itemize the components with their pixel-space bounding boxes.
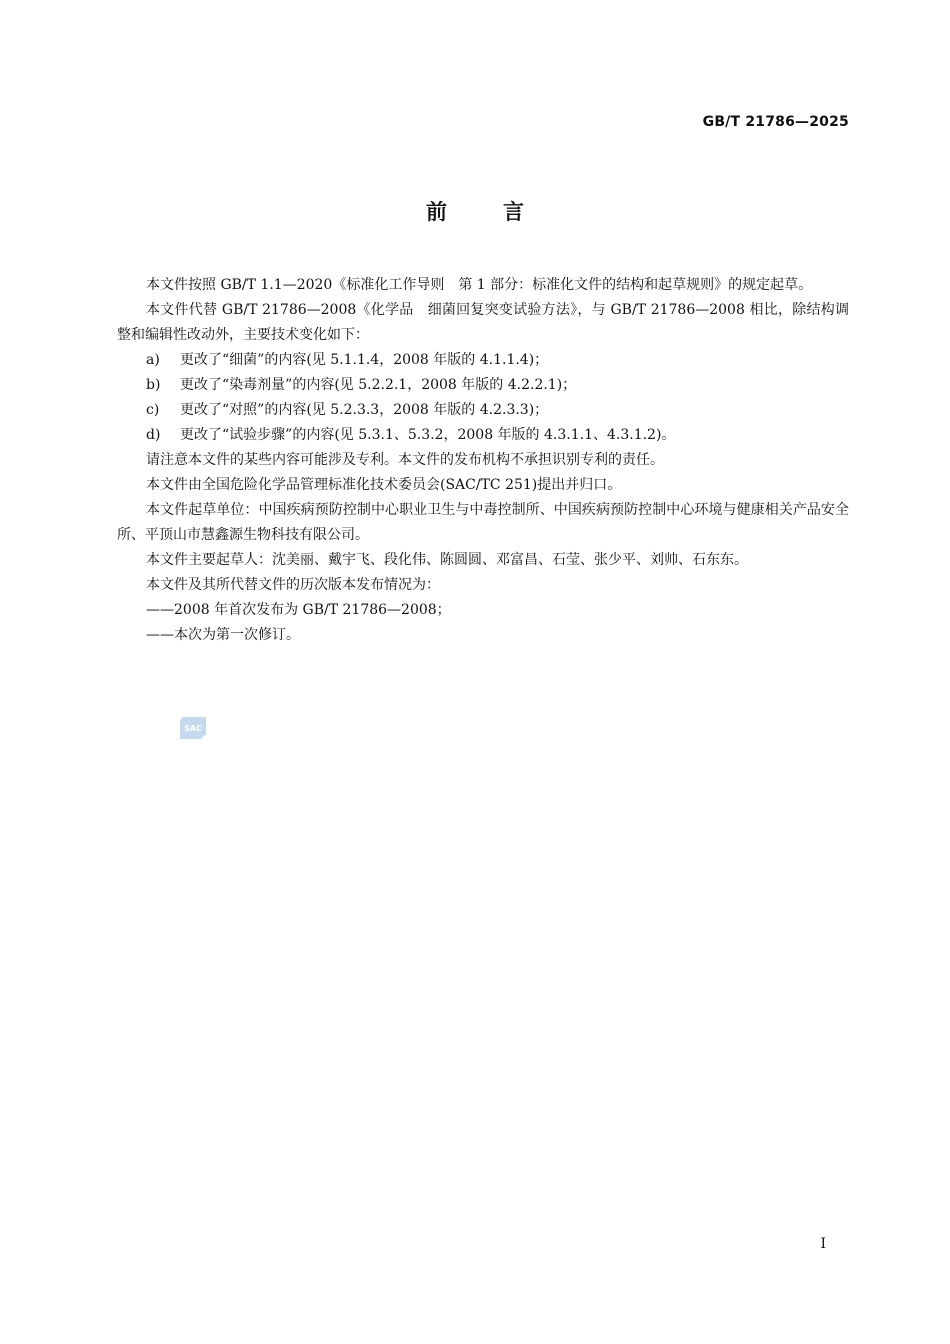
history-item: ——2008 年首次发布为 GB/T 21786—2008； — [146, 602, 451, 618]
sac-watermark-logo — [180, 717, 206, 739]
paragraph-version-history: 本文件及其所代替文件的历次版本发布情况为： — [146, 577, 440, 593]
foreword-body — [117, 273, 849, 648]
change-item-b — [117, 373, 849, 398]
paragraph-proposer: 本文件由全国危险化学品管理标准化技术委员会(SAC/TC 251)提出并归口。 — [146, 477, 622, 493]
change-item-text: 更改了“细菌”的内容(见 5.1.1.4，2008 年版的 4.1.1.4)； — [180, 352, 549, 368]
change-item-label: a) — [146, 352, 160, 368]
change-item-text: 更改了“试验步骤”的内容(见 5.3.1、5.3.2，2008 年版的 4.3.1.1、4.3.1.2)。 — [180, 427, 676, 443]
title-char-2: 言 — [503, 200, 524, 224]
page-number: I — [820, 1236, 826, 1252]
change-item-text: 更改了“染毒剂量”的内容(见 5.2.2.1，2008 年版的 4.2.2.1)； — [180, 377, 577, 393]
paragraph-drafting-rules: 本文件按照 GB/T 1.1—2020《标准化工作导则 第 1 部分：标准化文件的结构和起草规则》的规定起草。 — [146, 277, 813, 293]
page-title — [0, 196, 950, 226]
history-item: ——本次为第一次修订。 — [146, 627, 300, 643]
change-item-d — [117, 423, 849, 448]
change-item-text: 更改了“对照”的内容(见 5.2.3.3，2008 年版的 4.2.3.3)； — [180, 402, 549, 418]
standard-number: GB/T 21786—2025 — [702, 114, 849, 130]
paragraph-replacement: 本文件代替 GB/T 21786—2008《化学品 细菌回复突变试验方法》，与 GB/T 21786—2008 相比，除结构调整和编辑性改动外，主要技术变化如下： — [117, 302, 849, 343]
paragraph-patent-notice: 请注意本文件的某些内容可能涉及专利。本文件的发布机构不承担识别专利的责任。 — [146, 452, 664, 468]
svg-text:SAC: SAC — [184, 724, 202, 733]
change-item-label: d) — [146, 427, 161, 443]
change-item-label: c) — [146, 402, 160, 418]
paragraph-drafters: 本文件主要起草人：沈美丽、戴宇飞、段化伟、陈圆圆、邓富昌、石莹、张少平、刘帅、石东东。 — [146, 552, 748, 568]
change-item-a — [117, 348, 849, 373]
change-item-label: b) — [146, 377, 161, 393]
change-item-c — [117, 398, 849, 423]
paragraph-drafting-units: 本文件起草单位：中国疾病预防控制中心职业卫生与中毒控制所、中国疾病预防控制中心环境与健康相关产品安全所、平顶山市慧鑫源生物科技有限公司。 — [117, 502, 849, 543]
title-char-1: 前 — [426, 200, 447, 224]
